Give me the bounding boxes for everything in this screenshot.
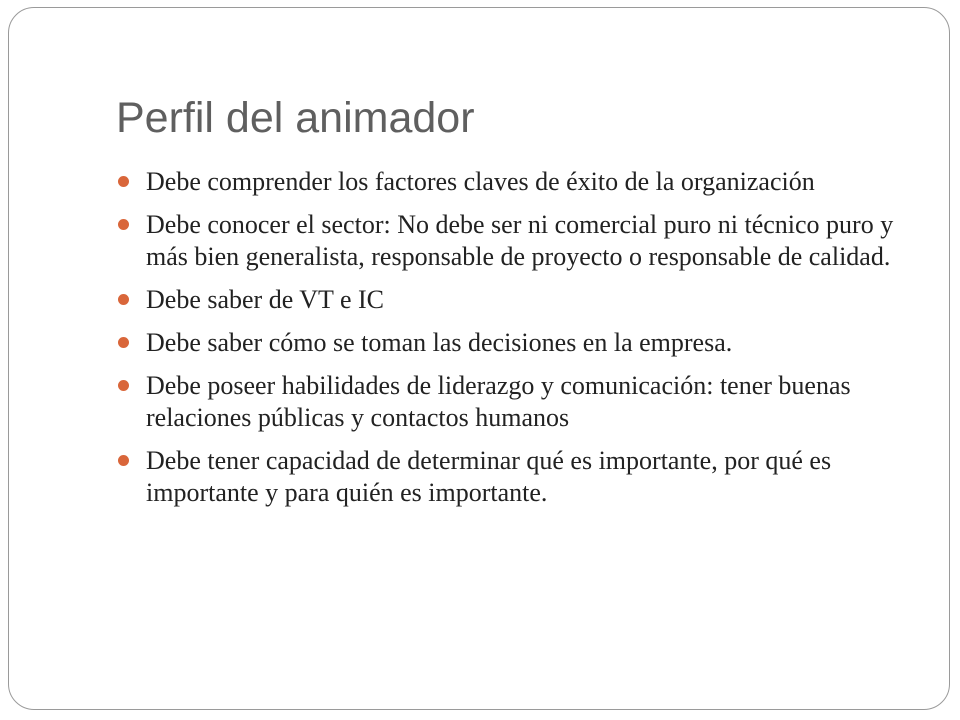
bullet-text: Debe poseer habilidades de liderazgo y comunicación: tener buenas relaciones públicas y contactos humanos [146, 371, 851, 432]
bullet-dot-icon [118, 455, 129, 466]
bullet-text: Debe tener capacidad de determinar qué es importante, por qué es importante y para quién es importante. [146, 446, 832, 507]
bullet-item [117, 166, 917, 198]
bullet-item [117, 445, 917, 509]
bullet-list [117, 166, 917, 520]
bullet-dot-icon [118, 176, 129, 187]
bullet-item [117, 284, 917, 316]
slide-title: Perfil del animador [116, 94, 475, 142]
bullet-item [117, 370, 917, 434]
bullet-text: Debe saber de VT e IC [146, 285, 385, 314]
bullet-dot-icon [118, 337, 129, 348]
bullet-text: Debe saber cómo se toman las decisiones en la empresa. [146, 328, 733, 357]
slide-frame [8, 7, 950, 710]
bullet-dot-icon [118, 219, 129, 230]
bullet-text: Debe comprender los factores claves de éxito de la organización [146, 167, 815, 196]
bullet-item [117, 327, 917, 359]
bullet-dot-icon [118, 294, 129, 305]
bullet-item [117, 209, 917, 273]
bullet-dot-icon [118, 380, 129, 391]
bullet-text: Debe conocer el sector: No debe ser ni comercial puro ni técnico puro y más bien generalista, responsable de proyecto o responsable de calidad. [146, 210, 894, 271]
